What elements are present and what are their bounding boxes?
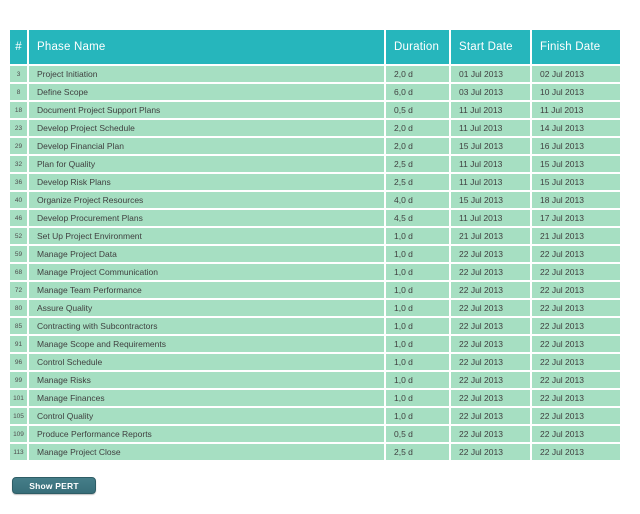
finish-date-cell: 22 Jul 2013 xyxy=(532,372,620,388)
phase-num-cell: 40 xyxy=(10,192,27,208)
start-date-cell: 11 Jul 2013 xyxy=(451,210,530,226)
phase-num-cell: 109 xyxy=(10,426,27,442)
duration-cell: 1,0 d xyxy=(386,282,449,298)
finish-date-cell: 22 Jul 2013 xyxy=(532,264,620,280)
phase-name-cell: Manage Team Performance xyxy=(29,282,384,298)
phase-num-cell: 8 xyxy=(10,84,27,100)
phase-num-cell: 101 xyxy=(10,390,27,406)
column-header-num: # xyxy=(10,30,27,64)
finish-date-cell: 22 Jul 2013 xyxy=(532,408,620,424)
table-row[interactable] xyxy=(10,282,620,298)
duration-cell: 1,0 d xyxy=(386,300,449,316)
start-date-cell: 22 Jul 2013 xyxy=(451,282,530,298)
phase-num-cell: 105 xyxy=(10,408,27,424)
header-row xyxy=(10,30,620,64)
finish-date-cell: 22 Jul 2013 xyxy=(532,282,620,298)
duration-cell: 2,0 d xyxy=(386,138,449,154)
finish-date-cell: 10 Jul 2013 xyxy=(532,84,620,100)
start-date-cell: 21 Jul 2013 xyxy=(451,228,530,244)
start-date-cell: 22 Jul 2013 xyxy=(451,426,530,442)
finish-date-cell: 22 Jul 2013 xyxy=(532,336,620,352)
table-row[interactable] xyxy=(10,210,620,226)
table-row[interactable] xyxy=(10,390,620,406)
phase-name-cell: Produce Performance Reports xyxy=(29,426,384,442)
finish-date-cell: 22 Jul 2013 xyxy=(532,390,620,406)
phase-num-cell: 3 xyxy=(10,66,27,82)
start-date-cell: 03 Jul 2013 xyxy=(451,84,530,100)
finish-date-cell: 22 Jul 2013 xyxy=(532,246,620,262)
phase-name-cell: Manage Scope and Requirements xyxy=(29,336,384,352)
table-row[interactable] xyxy=(10,138,620,154)
phase-num-cell: 85 xyxy=(10,318,27,334)
start-date-cell: 11 Jul 2013 xyxy=(451,156,530,172)
phase-num-cell: 46 xyxy=(10,210,27,226)
phase-table-body xyxy=(10,66,620,460)
finish-date-cell: 14 Jul 2013 xyxy=(532,120,620,136)
table-row[interactable] xyxy=(10,228,620,244)
phase-name-cell: Manage Finances xyxy=(29,390,384,406)
phase-num-cell: 91 xyxy=(10,336,27,352)
start-date-cell: 11 Jul 2013 xyxy=(451,102,530,118)
phase-name-cell: Control Quality xyxy=(29,408,384,424)
phase-num-cell: 18 xyxy=(10,102,27,118)
duration-cell: 1,0 d xyxy=(386,318,449,334)
start-date-cell: 22 Jul 2013 xyxy=(451,300,530,316)
column-header-duration: Duration xyxy=(386,30,449,64)
phase-table xyxy=(8,28,622,462)
finish-date-cell: 15 Jul 2013 xyxy=(532,174,620,190)
start-date-cell: 22 Jul 2013 xyxy=(451,246,530,262)
duration-cell: 1,0 d xyxy=(386,408,449,424)
phase-name-cell: Contracting with Subcontractors xyxy=(29,318,384,334)
phase-name-cell: Set Up Project Environment xyxy=(29,228,384,244)
table-row[interactable] xyxy=(10,174,620,190)
phase-num-cell: 36 xyxy=(10,174,27,190)
start-date-cell: 22 Jul 2013 xyxy=(451,390,530,406)
finish-date-cell: 22 Jul 2013 xyxy=(532,300,620,316)
phase-name-cell: Document Project Support Plans xyxy=(29,102,384,118)
finish-date-cell: 15 Jul 2013 xyxy=(532,156,620,172)
phase-name-cell: Assure Quality xyxy=(29,300,384,316)
column-header-start-date: Start Date xyxy=(451,30,530,64)
duration-cell: 1,0 d xyxy=(386,336,449,352)
phase-num-cell: 23 xyxy=(10,120,27,136)
start-date-cell: 22 Jul 2013 xyxy=(451,318,530,334)
phase-num-cell: 96 xyxy=(10,354,27,370)
table-row[interactable] xyxy=(10,120,620,136)
finish-date-cell: 18 Jul 2013 xyxy=(532,192,620,208)
finish-date-cell: 22 Jul 2013 xyxy=(532,354,620,370)
start-date-cell: 22 Jul 2013 xyxy=(451,336,530,352)
phase-table-header xyxy=(10,30,620,64)
table-row[interactable] xyxy=(10,318,620,334)
table-row[interactable] xyxy=(10,84,620,100)
phase-name-cell: Manage Project Communication xyxy=(29,264,384,280)
duration-cell: 4,5 d xyxy=(386,210,449,226)
duration-cell: 2,5 d xyxy=(386,444,449,460)
start-date-cell: 22 Jul 2013 xyxy=(451,444,530,460)
phase-num-cell: 113 xyxy=(10,444,27,460)
finish-date-cell: 16 Jul 2013 xyxy=(532,138,620,154)
start-date-cell: 15 Jul 2013 xyxy=(451,192,530,208)
phase-name-cell: Organize Project Resources xyxy=(29,192,384,208)
finish-date-cell: 22 Jul 2013 xyxy=(532,444,620,460)
finish-date-cell: 22 Jul 2013 xyxy=(532,318,620,334)
duration-cell: 2,5 d xyxy=(386,174,449,190)
table-row[interactable] xyxy=(10,300,620,316)
phase-num-cell: 29 xyxy=(10,138,27,154)
phase-name-cell: Manage Project Data xyxy=(29,246,384,262)
phase-name-cell: Develop Financial Plan xyxy=(29,138,384,154)
start-date-cell: 22 Jul 2013 xyxy=(451,408,530,424)
duration-cell: 4,0 d xyxy=(386,192,449,208)
start-date-cell: 22 Jul 2013 xyxy=(451,264,530,280)
phase-name-cell: Project Initiation xyxy=(29,66,384,82)
start-date-cell: 11 Jul 2013 xyxy=(451,174,530,190)
table-row[interactable] xyxy=(10,372,620,388)
start-date-cell: 22 Jul 2013 xyxy=(451,372,530,388)
duration-cell: 1,0 d xyxy=(386,264,449,280)
duration-cell: 2,0 d xyxy=(386,120,449,136)
finish-date-cell: 17 Jul 2013 xyxy=(532,210,620,226)
table-row[interactable] xyxy=(10,102,620,118)
phase-num-cell: 59 xyxy=(10,246,27,262)
duration-cell: 1,0 d xyxy=(386,228,449,244)
duration-cell: 0,5 d xyxy=(386,102,449,118)
phase-num-cell: 68 xyxy=(10,264,27,280)
start-date-cell: 01 Jul 2013 xyxy=(451,66,530,82)
duration-cell: 0,5 d xyxy=(386,426,449,442)
finish-date-cell: 22 Jul 2013 xyxy=(532,426,620,442)
column-header-finish-date: Finish Date xyxy=(532,30,620,64)
finish-date-cell: 02 Jul 2013 xyxy=(532,66,620,82)
phase-name-cell: Develop Procurement Plans xyxy=(29,210,384,226)
phase-name-cell: Develop Project Schedule xyxy=(29,120,384,136)
phase-num-cell: 32 xyxy=(10,156,27,172)
table-row[interactable] xyxy=(10,426,620,442)
phase-name-cell: Develop Risk Plans xyxy=(29,174,384,190)
finish-date-cell: 21 Jul 2013 xyxy=(532,228,620,244)
phase-num-cell: 72 xyxy=(10,282,27,298)
duration-cell: 2,5 d xyxy=(386,156,449,172)
duration-cell: 1,0 d xyxy=(386,354,449,370)
phase-num-cell: 80 xyxy=(10,300,27,316)
table-row[interactable] xyxy=(10,444,620,460)
show-pert-button[interactable]: Show PERT xyxy=(12,477,96,494)
table-row[interactable] xyxy=(10,408,620,424)
table-row[interactable] xyxy=(10,192,620,208)
table-row[interactable] xyxy=(10,66,620,82)
phase-num-cell: 99 xyxy=(10,372,27,388)
table-row[interactable] xyxy=(10,354,620,370)
start-date-cell: 22 Jul 2013 xyxy=(451,354,530,370)
phase-name-cell: Plan for Quality xyxy=(29,156,384,172)
table-row[interactable] xyxy=(10,156,620,172)
phase-name-cell: Manage Project Close xyxy=(29,444,384,460)
phase-name-cell: Control Schedule xyxy=(29,354,384,370)
finish-date-cell: 11 Jul 2013 xyxy=(532,102,620,118)
duration-cell: 6,0 d xyxy=(386,84,449,100)
duration-cell: 1,0 d xyxy=(386,390,449,406)
column-header-phase-name: Phase Name xyxy=(29,30,384,64)
start-date-cell: 15 Jul 2013 xyxy=(451,138,530,154)
table-row[interactable] xyxy=(10,246,620,262)
start-date-cell: 11 Jul 2013 xyxy=(451,120,530,136)
table-row[interactable] xyxy=(10,264,620,280)
phase-name-cell: Manage Risks xyxy=(29,372,384,388)
phase-name-cell: Define Scope xyxy=(29,84,384,100)
table-row[interactable] xyxy=(10,336,620,352)
duration-cell: 1,0 d xyxy=(386,246,449,262)
duration-cell: 2,0 d xyxy=(386,66,449,82)
phase-num-cell: 52 xyxy=(10,228,27,244)
duration-cell: 1,0 d xyxy=(386,372,449,388)
